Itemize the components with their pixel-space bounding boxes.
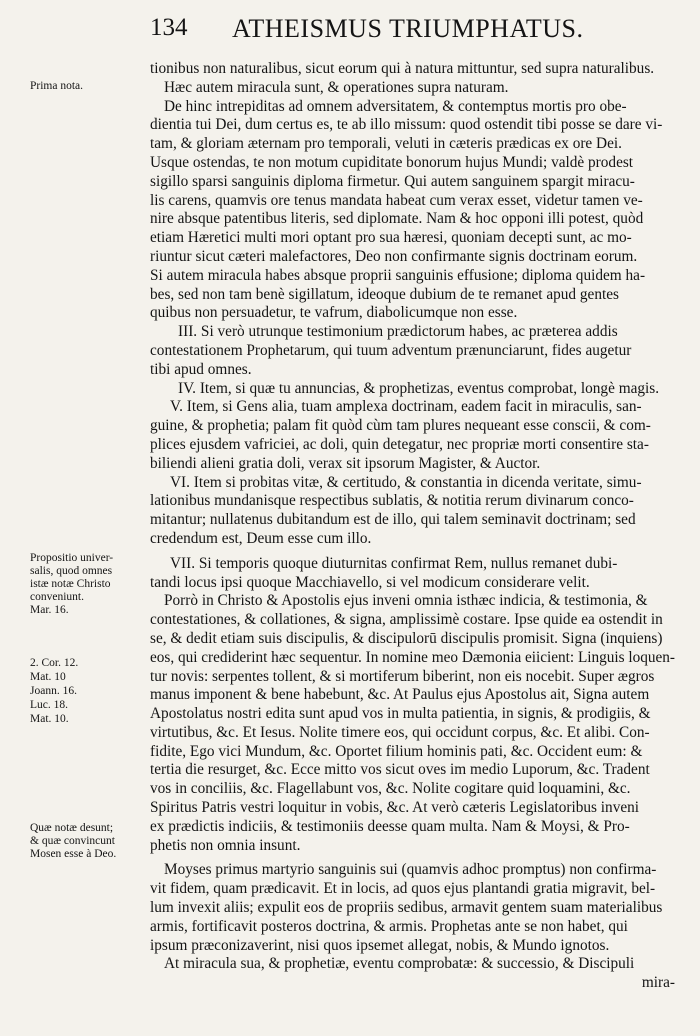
text-line: manus imponent & bene habebunt, &c. At Paulus ejus Apostolus ait, Signa autem: [150, 686, 650, 704]
margin-note-ref-2: Mat. 10: [30, 671, 66, 683]
text-line: IV. Item, si quæ tu annuncias, & prophetizas, eventus comprobat, longè magis.: [178, 379, 660, 397]
text-line: tandi locus ipsi quoque Macchiavello, si vel modicum considerare velit.: [150, 573, 590, 591]
text-line: ipsum præconizaverint, nisi quos ipsemet allegat, nobis, & Mundo ignotos.: [150, 936, 610, 954]
text-line: guine, & prophetia; palam fit quòd cùm tam plures nequeant esse conscii, & com-: [150, 417, 651, 435]
text-line: dientia tui Dei, dum certus es, te ab illo missum: quod ostendit tibi posse se dare vi-: [150, 116, 663, 134]
running-title: ATHEISMUS TRIUMPHATUS.: [232, 14, 584, 43]
text-line: contestationem Prophetarum, qui tuum adventum prænunciarunt, fides augetur: [150, 341, 632, 359]
text-line: tur novis: serpentes tollent, & si mortiferum biberint, non eis nocebit. Super ægros: [150, 667, 655, 685]
text-line: Usque ostendas, te non motum cupiditate bonorum hujus Mundi; valdè prodest: [150, 153, 634, 171]
text-line: riuntur sicut cæteri malefactores, Deo non confirmante signis doctrinam eorum.: [150, 247, 638, 265]
text-line: III. Si verò utrunque testimonium prædictorum habes, ac præterea addis: [178, 323, 618, 341]
text-line: VI. Item si probitas vitæ, & certitudo, & constantia in dicenda veritate, simu-: [170, 473, 642, 491]
text-line: eos, qui crediderint hæc sequentur. In nomine meo Dæmonia eiicient: Linguis loquen-: [150, 648, 675, 666]
margin-note-propositio-3: istæ notæ Christo: [30, 578, 111, 590]
text-line: fidite, Ego vici Mundum, &c. Oportet filium hominis pati, &c. Occident eum: &: [150, 742, 643, 760]
text-line: V. Item, si Gens alia, tuam amplexa doctrinam, eadem facit in miraculis, san-: [170, 398, 642, 416]
text-line: contestationes, & collationes, & signa, amplissimè costare. Ipse quide ea ostendit in: [150, 611, 663, 629]
text-line: se, & dedit etiam suis discipulis, & discipulorū discipulis promisit. Signa (inquiens): [150, 629, 663, 647]
margin-note-propositio-4: conveniunt.: [30, 591, 84, 603]
margin-note-ref-5: Mat. 10.: [30, 713, 69, 725]
margin-note-quae-1: Quæ notæ desunt;: [30, 822, 114, 834]
text-line: Porrò in Christo & Apostolis ejus inveni omnia isthæc indicia, & testimonia, &: [164, 592, 648, 610]
text-line: bes, sed non tam benè sigillatum, ideoque dubium de te remanet apud gentes: [150, 285, 619, 303]
text-line: Apostolatus nostri edita sunt apud vos in multa patientia, in signis, & prodigiis, &: [150, 705, 651, 723]
catchword: mira-: [641, 974, 675, 992]
text-line: tertia die resurget, &c. Ecce mitto vos sicut oves im medio Luporum, &c. Tradent: [150, 761, 650, 779]
margin-note-quae-3: Mosen esse à Deo.: [30, 848, 117, 860]
text-line: tam, & gloriam æternam pro temporali, veluti in cæteris prædicas ex ore Dei.: [150, 135, 622, 153]
text-line: virtutibus, &c. Et Iesus. Nolite timere eos, qui occidunt corpus, &c. Et alibi. Con-: [150, 723, 650, 741]
text-line: biliendi alieni gratia doli, verax sit ipsorum Magister, & Auctor.: [150, 454, 541, 472]
margin-note-propositio-1: Propositio univer-: [30, 552, 114, 564]
text-line: Hæc autem miracula sunt, & operationes supra naturam.: [164, 78, 509, 96]
body-text: [150, 60, 675, 993]
text-line: Spiritus Patris vestri loquitur in vobis, &c. At verò cæteris Legislatoribus inveni: [150, 799, 640, 817]
text-line: vit fidem, quam prædicavit. Et in locis, ad quos ejus plantandi gratia migravit, bel-: [150, 880, 656, 898]
text-line: tibi apud omnes.: [150, 360, 252, 378]
text-line: VII. Si temporis quoque diuturnitas confirmat Rem, nullus remanet dubi-: [170, 554, 618, 572]
text-line: At miracula sua, & prophetiæ, eventu comprobatæ: & successio, & Discipuli: [164, 955, 635, 973]
text-line: lum invexit aliis; expulit eos de propriis sedibus, armavit gentem suam materialibus: [150, 899, 663, 917]
text-line: credendum est, Deum esse cum illo.: [150, 529, 372, 547]
text-line: lis carens, quamvis ore tenus mandata habeat cum verax esset, videtur tamen ve-: [150, 191, 643, 209]
margin-note-ref-3: Joann. 16.: [30, 685, 77, 697]
margin-notes: [0, 0, 145, 1036]
text-line: plices ejusdem vafriciei, ac doli, quin detegatur, nec propriæ morti consentire sta-: [150, 435, 649, 453]
text-line: lationibus mundanisque respectibus sublatis, & notitia rerum divinarum conco-: [150, 492, 634, 510]
text-line: tionibus non naturalibus, sicut eorum qui à natura mittuntur, sed supra naturalibus.: [150, 60, 655, 77]
text-line: nire absque patentibus literis, sed diplomate. Nam & hoc opponi illi potest, quòd: [150, 210, 644, 228]
text-line: phetis non omnia insunt.: [150, 836, 301, 854]
text-line: sigillo sparsi sanguinis diploma firmetur. Qui autem sanguinem spargit miracu-: [150, 172, 635, 190]
margin-note-ref-4: Luc. 18.: [30, 699, 69, 711]
text-line: De hinc intrepiditas ad omnem adversitatem, & contemptus mortis pro obe-: [164, 97, 627, 115]
text-line: mitantur; nullatenus dubitandum est de illo, qui talem seminavit doctrinam; sed: [150, 511, 636, 529]
text-line: vos in conciliis, &c. Flagellabunt vos, &c. Nolite cogitare quid loquamini, &c.: [150, 780, 631, 798]
text-line: Moyses primus martyrio sanguinis sui (quamvis adhoc promptus) non confirma-: [164, 861, 657, 879]
page-number: 134: [150, 14, 188, 41]
text-line: Si autem miracula habes absque proprii sanguinis effusione; diploma quidem ha-: [150, 266, 646, 284]
margin-note-propositio-2: salis, quod omnes: [30, 565, 113, 577]
text-line: etiam Hæretici multi mori optant pro sua hæresi, quoniam decepti sunt, ac mo-: [150, 229, 632, 247]
text-line: armis, fortificavit posteros doctrina, & armis. Prophetas ante se non habet, qui: [150, 917, 628, 935]
text-line: quibus non persuadetur, te vafrum, diabolicumque non esse.: [150, 304, 518, 322]
text-line: ex prædictis indiciis, & testimoniis deesse quam multa. Nam & Moysi, & Pro-: [150, 817, 630, 835]
margin-note-ref-1: 2. Cor. 12.: [30, 657, 79, 669]
margin-note-prima: Prima nota.: [30, 80, 84, 92]
margin-note-quae-2: & quæ convincunt: [30, 835, 115, 847]
margin-note-propositio-5: Mar. 16.: [30, 604, 69, 616]
